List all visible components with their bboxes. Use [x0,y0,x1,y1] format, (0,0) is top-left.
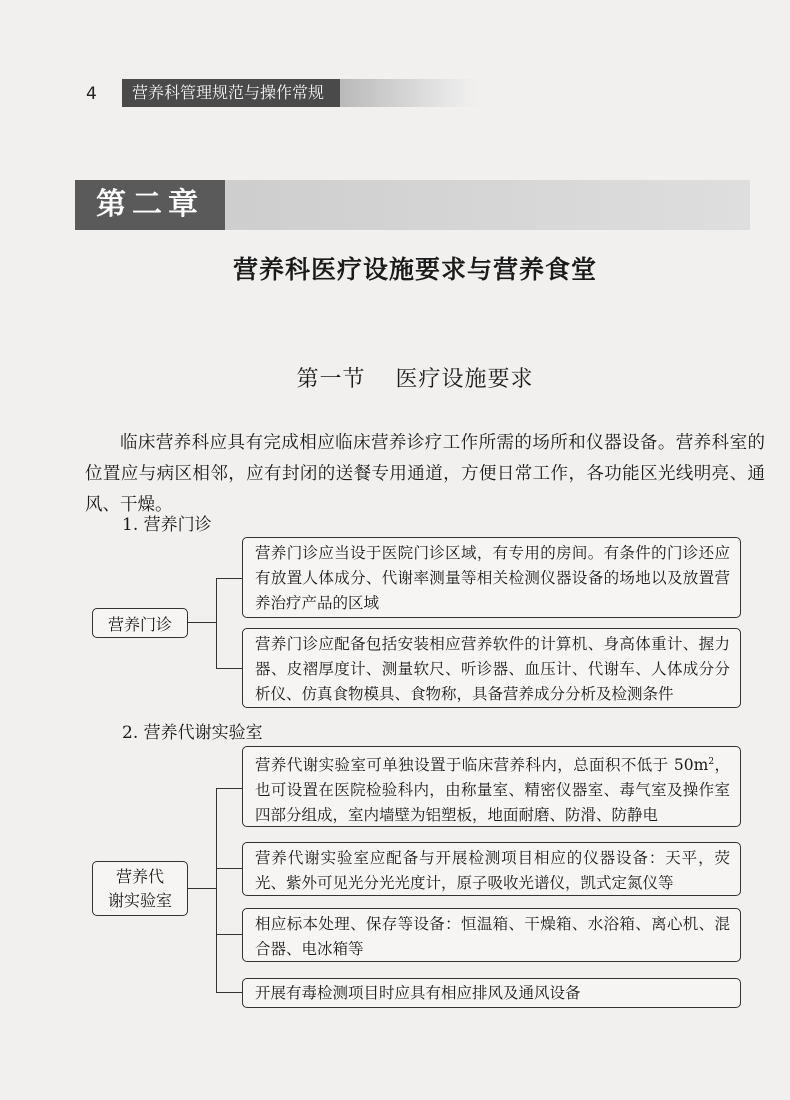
chapter-title: 营养科医疗设施要求与营养食堂 [232,255,597,284]
clinic-item-text: 营养门诊应配备包括安装相应营养软件的计算机、身高体重计、握力器、皮褶厚度计、测量软尺、听诊器、血压计、代谢车、人体成分分析仪、仿真食物模具、食物称，具备营养成分分析及检测条件 [255,635,730,703]
clinic-item-text: 营养门诊应当设于医院门诊区域，有专用的房间。有条件的门诊还应有放置人体成分、代谢率测量等相关检测仪器设备的场地以及放置营养治疗产品的区域 [255,544,730,612]
clinic-item-box [242,537,741,618]
chapter-label: 第二章 [75,180,225,230]
running-header: 营养科管理规范与操作常规 [122,79,340,107]
clinic-item-box [242,628,741,708]
lab-item-text: 营养代谢实验室应配备与开展检测项目相应的仪器设备：天平，荧光、紫外可见光分光光度计，原子吸收光谱仪，凯式定氮仪等 [255,849,730,892]
section-title [0,362,790,393]
section-number: 第一节 [296,367,366,392]
lab-item-box [242,908,741,962]
clinic-heading: 1. 营养门诊 [122,515,212,535]
lab-item-box [242,978,741,1008]
lab-item-text: 营养代谢实验室可单独设置于临床营养科内，总面积不低于 50m [255,756,709,775]
clinic-label: 营养门诊 [107,614,172,634]
lab-item-text: 开展有毒检测项目时应具有相应排风及通风设备 [255,984,581,1002]
lab-label-box [92,861,188,916]
connector [216,668,242,669]
connector [216,578,242,579]
connector [188,888,216,889]
connector [216,788,217,992]
section-name: 医疗设施要求 [395,367,534,392]
lab-item-text: ，也可设置在医院检验科内，由称量室、精密仪器室、毒气室及操作室四部分组成，室内墙壁为铝塑板，地面耐磨、防滑、防静电 [255,756,730,825]
intro-paragraph: 临床营养科应具有完成相应临床营养诊疗工作所需的场所和仪器设备。营养科室的位置应与病区相邻，应有封闭的送餐专用通道，方便日常工作，各功能区光线明亮、通风、干燥。 [85,433,765,515]
lab-item-box [242,842,741,896]
lab-label-line: 营养代 [115,866,164,886]
clinic-label-box [92,608,188,638]
lab-item-text: 相应标本处理、保存等设备：恒温箱、干燥箱、水浴箱、离心机、混合器、电冰箱等 [255,915,730,958]
superscript: 2 [708,757,715,767]
lab-heading: 2. 营养代谢实验室 [122,723,263,743]
connector [216,788,242,789]
connector [216,868,242,869]
lab-item-box [242,746,741,827]
header-decoration [340,79,480,107]
connector [216,578,217,668]
connector [216,992,242,993]
connector [216,934,242,935]
page-number: 4 [86,84,97,104]
lab-label-line: 谢实验室 [107,890,172,910]
connector [188,622,216,623]
